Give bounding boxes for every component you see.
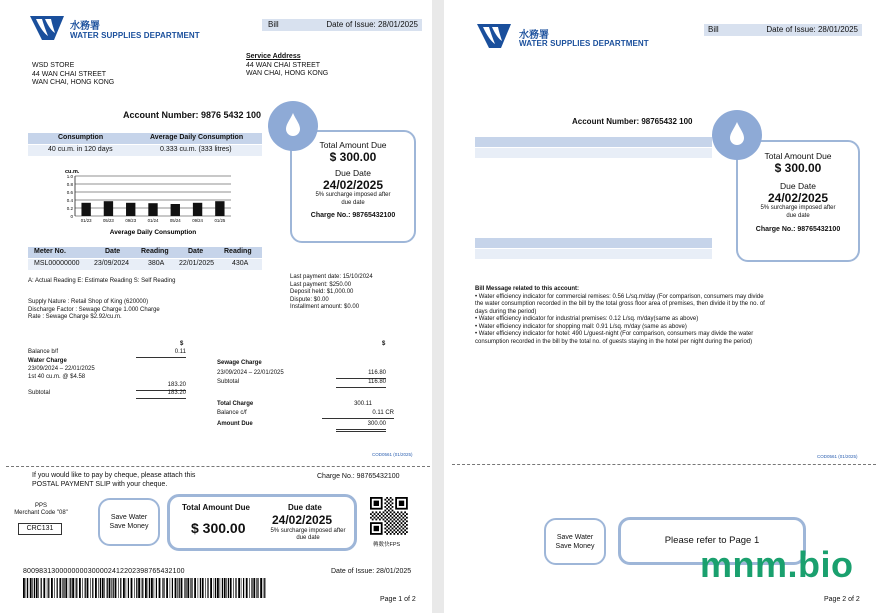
meter-cell: MSL00000000: [34, 260, 80, 267]
mailing-line: WAN CHAI, HONG KONG: [32, 79, 115, 86]
payment-info: [290, 274, 373, 312]
wsd-logo: [477, 24, 511, 53]
slip-surcharge: due date: [296, 535, 320, 541]
account-number: Account Number: 98765432 100: [572, 117, 693, 126]
mailing-line: WSD STORE: [32, 62, 75, 69]
blank-bar: [475, 148, 712, 158]
payment-line: Installment amount: $0.00: [290, 304, 360, 310]
slip-due-label: Due date: [288, 503, 322, 512]
consumption-chart: [55, 166, 245, 238]
dept-name-cn: 水務署: [519, 30, 549, 41]
bill-page-1: [0, 0, 432, 613]
surcharge-note: due date: [786, 212, 810, 219]
slip-surcharge: 5% surcharge imposed after: [270, 528, 346, 534]
surcharge-note: 5% surcharge imposed after: [760, 205, 836, 211]
chart-x-tick: 09/23: [125, 218, 137, 223]
chart-y-label: cu.m.: [65, 169, 80, 175]
water-charge-label: Water Charge: [28, 358, 67, 364]
refer-text: Please refer to Page 1: [664, 535, 760, 546]
subtotal-label: Subtotal: [28, 390, 51, 396]
blank-bar: [475, 137, 712, 147]
payment-line: Last payment: $250.00: [290, 281, 352, 288]
bill-message-line: • Water efficiency indicator for commercial remises: 0.56 L/sq.m/day (For comparison, consumers may divide: [475, 293, 764, 300]
consumption-values: [28, 145, 262, 156]
sewage-amount: 116.80: [336, 370, 386, 379]
chart-x-tick: 05/24: [169, 218, 181, 223]
meter-col-header: Meter No.: [34, 248, 66, 255]
dollar-header: $: [382, 341, 386, 347]
supply-info: [28, 299, 160, 322]
slip-total-label: Total Amount Due: [182, 503, 250, 512]
bill-message-line: days during the period): [475, 308, 537, 315]
total-amount-value: $ 300.00: [774, 161, 822, 175]
water-drop-icon: [712, 110, 762, 160]
consumption-value: 40 cu.m. in 120 days: [48, 146, 113, 153]
slip-amount-box: [167, 494, 357, 551]
service-address-line: WAN CHAI, HONG KONG: [246, 70, 329, 77]
due-date-value: 24/02/2025: [322, 178, 384, 192]
water-drop-icon: [268, 101, 318, 151]
payment-line: Last payment date: 15/10/2024: [290, 274, 373, 280]
charge-number: Charge No.: 98765432100: [310, 212, 396, 219]
bill-message-line: consumption recorded in the bill by the total no. of guests staying in the hotel per night during the period): [475, 338, 753, 345]
tear-line: [6, 466, 430, 467]
chart-y-tick: 0.6: [66, 189, 73, 195]
chart-bar: [215, 201, 224, 216]
chart-bar: [126, 203, 135, 216]
meter-header: [28, 247, 262, 258]
slip-date-of-issue: Date of Issue: 28/01/2025: [331, 568, 412, 575]
payment-line: Dispute: $0.00: [290, 296, 329, 303]
meter-cell: 430A: [232, 260, 249, 267]
page-number: Page 2 of 2: [824, 596, 860, 603]
service-address: [246, 53, 328, 79]
chart-bar: [148, 203, 157, 216]
sewage-subtotal-label: Subtotal: [217, 379, 240, 385]
chart-y-tick: 0.8: [66, 181, 73, 187]
surcharge-note: 5% surcharge imposed after: [315, 192, 391, 198]
wsd-logo-mark: [477, 24, 511, 48]
tear-line: [452, 464, 876, 465]
total-charge-label: Total Charge: [217, 401, 254, 407]
due-date-label: Due Date: [780, 181, 816, 191]
barcode-number: 8009831300000000300002412202398765432100: [23, 568, 185, 575]
avg-daily-header-label: Average Daily Consumption: [150, 134, 244, 141]
payment-line: Deposit held: $1,000.00: [290, 289, 354, 295]
chart-x-tick: 01/25: [214, 218, 226, 223]
amount-due-value: 300.00: [336, 421, 386, 432]
bill-page-2: [444, 0, 879, 613]
bill-message-line: • Water efficiency indicator for shopping mall: 0.91 L/sq. m/day (same as above): [475, 323, 687, 330]
bill-message-title: Bill Message related to this account:: [475, 286, 580, 292]
save-water-box: [98, 498, 160, 546]
bill-label: Bill: [708, 25, 719, 34]
chart-x-tick: 01/24: [147, 218, 159, 223]
wsd-logo-mark: [30, 16, 64, 40]
save-money-text: Save Money: [555, 542, 595, 550]
meter-cell: 22/01/2025: [179, 260, 215, 267]
barcode-icon: [23, 578, 267, 598]
chart-bar: [104, 201, 113, 216]
watermark-logo: mnm.bio: [700, 544, 854, 585]
mailing-address: [32, 62, 114, 88]
sewage-charge-label: Sewage Charge: [217, 360, 262, 366]
sewage-subtotal-value: 116.80: [336, 379, 386, 388]
save-water-text: Save Water: [556, 534, 594, 541]
meter-cell: 380A: [148, 260, 165, 267]
balance-bf-value: 0.11: [136, 349, 186, 358]
amount-due-label: Amount Due: [217, 421, 253, 427]
chart-bar: [193, 203, 202, 216]
account-number: Account Number: 9876 5432 100: [123, 110, 262, 120]
meter-col-header: Reading: [224, 248, 252, 255]
date-of-issue: Date of Issue: 28/01/2025: [766, 25, 858, 34]
supply-line: Rate : Sewage Charge $2.92/cu.m.: [28, 314, 122, 320]
meter-col-header: Date: [105, 248, 121, 255]
chart-y-tick: 1.0: [66, 173, 73, 179]
slip-charge-number: Charge No.: 98765432100: [317, 473, 400, 480]
balance-bf-label: Balance b/f: [28, 349, 59, 355]
bill-message-line: the water consumption recorded in the bill by the total gross floor area of premises, then divide it by the no. of: [475, 301, 765, 307]
water-drop-badge: [268, 101, 318, 151]
water-period: 23/09/2024 – 22/01/2025: [28, 366, 95, 372]
charge-number: Charge No.: 98765432100: [755, 226, 841, 233]
service-address-line: 44 WAN CHAI STREET: [246, 61, 321, 69]
total-amount-label: Total Amount Due: [764, 151, 832, 161]
dollar-header: $: [180, 341, 184, 347]
chart-y-tick: 0: [70, 213, 73, 219]
fps-label: 轉數快FPS: [373, 542, 401, 548]
chart-x-tick: 05/23: [103, 218, 114, 223]
save-water-box: [544, 518, 606, 565]
bill-label: Bill: [268, 20, 279, 29]
chart-x-tick: 09/24: [192, 218, 203, 223]
page-number: Page 1 of 2: [380, 596, 416, 603]
meter-col-header: Reading: [141, 248, 169, 255]
consumption-header-label: Consumption: [58, 134, 104, 141]
sewage-period: 23/09/2024 – 22/01/2025: [217, 370, 284, 376]
due-date-label: Due Date: [335, 168, 371, 178]
bill-messages: [475, 286, 860, 346]
total-charge-value: 300.11: [354, 401, 372, 407]
chart-bar: [171, 204, 180, 216]
service-address-title: Service Address: [246, 53, 301, 60]
pps-label: PPS: [34, 503, 47, 509]
dept-name-cn: 水務署: [70, 21, 100, 32]
cheque-line: If you would like to pay by cheque, please attach this: [32, 472, 196, 479]
total-amount-label: Total Amount Due: [319, 140, 387, 150]
merchant-code: Merchant Code "08": [14, 510, 68, 516]
balance-cf-label: Balance c/f: [217, 410, 247, 416]
subtotal-value: 183.20: [136, 390, 186, 399]
chart-y-tick: 0.4: [66, 197, 73, 203]
slip-due-value: 24/02/2025: [272, 513, 333, 527]
date-of-issue: Date of Issue: 28/01/2025: [326, 20, 418, 29]
form-code: COD0561 (01/2025): [817, 454, 858, 459]
bill-message-line: • Water efficiency indicator for industrial premises: 0.12 L/sq. m/day(same as above): [475, 316, 699, 322]
meter-cell: 23/09/2024: [94, 260, 130, 267]
consumption-header: [28, 133, 262, 144]
balance-cf-value: 0.11 CR: [322, 410, 394, 419]
chart-y-tick: 0.2: [66, 205, 73, 211]
total-amount-value: $ 300.00: [329, 150, 377, 164]
bill-header-box: [262, 19, 422, 31]
meter-row: [28, 259, 262, 270]
chart-title: Average Daily Consumption: [109, 229, 197, 236]
save-money-text: Save Money: [109, 522, 149, 530]
water-drop-badge: [712, 110, 762, 160]
wsd-logo: [30, 16, 64, 45]
water-rate: 1st 40 cu.m. @ $4.58: [28, 374, 86, 380]
surcharge-note: due date: [341, 199, 365, 206]
due-date-value: 24/02/2025: [767, 191, 829, 205]
avg-daily-value: 0.333 cu.m. (333 litres): [160, 146, 232, 153]
dept-name-en: WATER SUPPLIES DEPARTMENT: [70, 31, 200, 40]
fps-qr-code-icon: [368, 496, 412, 536]
slip-total-value: $ 300.00: [191, 520, 246, 536]
save-water-text: Save Water: [110, 514, 148, 521]
cheque-instructions: [32, 472, 195, 489]
blank-bar: [475, 249, 712, 259]
cheque-line: POSTAL PAYMENT SLIP with your cheque.: [32, 480, 168, 488]
blank-bar: [475, 238, 712, 248]
mailing-line: 44 WAN CHAI STREET: [32, 70, 107, 78]
bill-header-box: [704, 24, 862, 36]
dept-name-en: WATER SUPPLIES DEPARTMENT: [519, 39, 649, 48]
reading-legend: A: Actual Reading E: Estimate Reading S: Self Reading: [28, 278, 176, 284]
water-amount: 183.20: [136, 382, 186, 391]
chart-bar: [81, 203, 90, 216]
meter-col-header: Date: [188, 248, 204, 255]
crc-code: CRC131: [18, 523, 62, 535]
supply-line: Supply Nature : Retail Shop of King (620000): [28, 299, 149, 305]
chart-x-tick: 01/23: [80, 218, 92, 223]
supply-line: Discharge Factor : Sewage Charge 1.000 Charge: [28, 306, 160, 313]
bill-message-line: • Water efficiency indicator for hotel: 490 L/guest-night (For comparison, consumers may divide the water: [475, 331, 754, 337]
form-code: COD0561 (01/2025): [372, 452, 413, 457]
